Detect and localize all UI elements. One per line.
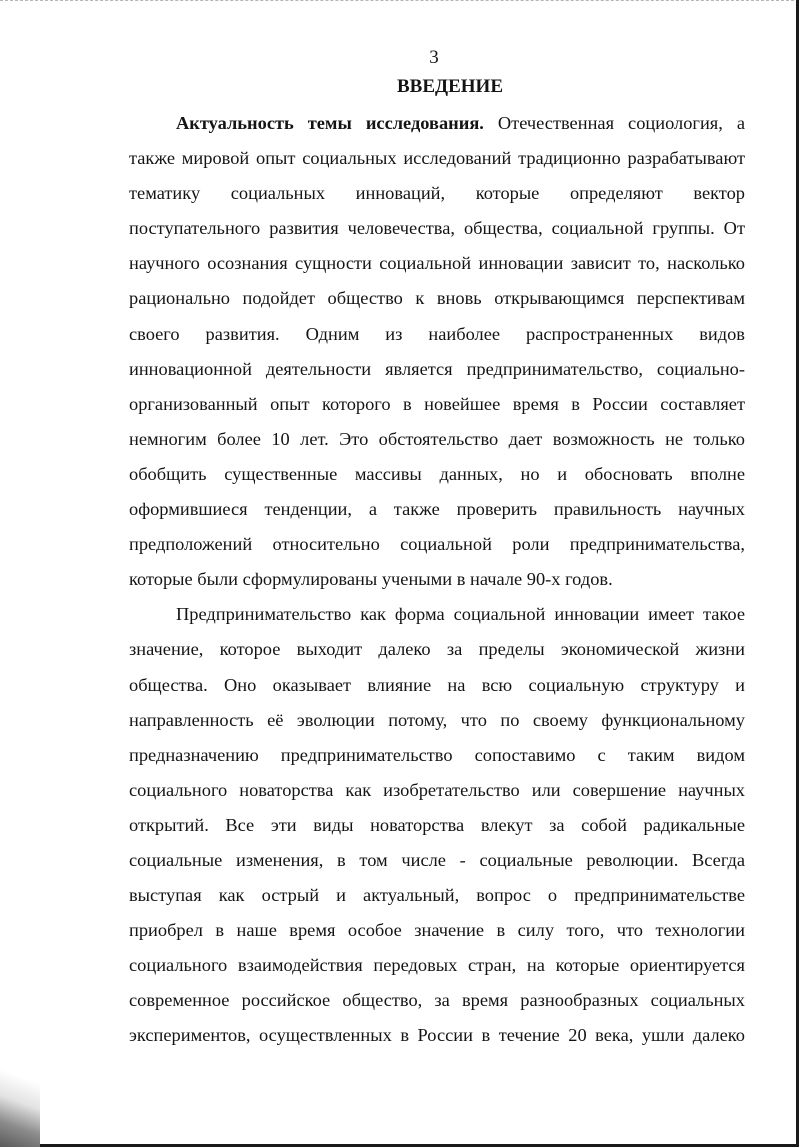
- paragraph-1-line-7: своего развития. Одним из наиболее распространенных видов: [129, 323, 745, 344]
- paragraph-1-line-8: инновационной деятельности является предпринимательство, социально-: [129, 358, 745, 379]
- body-text: [129, 106, 745, 1054]
- paragraph-2-line-10: приобрел в наше время особое значение в силу того, что технологии: [129, 920, 745, 941]
- paragraph-2-line-1: Предпринимательство как форма социальной инновации имеет такое: [176, 604, 745, 625]
- paragraph-2-line-3: общества. Оно оказывает влияние на всю социальную структуру и: [129, 674, 745, 695]
- paragraph-2-line-8: социальные изменения, в том числе - социальные революции. Всегда: [129, 849, 745, 870]
- paragraph-2-line-11: социального взаимодействия передовых стран, на которые ориентируется: [129, 955, 745, 976]
- paragraph-2-line-4: направленность её эволюции потому, что по своему функциональному: [129, 709, 745, 730]
- paragraph-1-line-4: поступательного развития человечества, общества, социальной группы. От: [129, 218, 745, 239]
- paragraph-1-line-10: немногим более 10 лет. Это обстоятельство дает возможность не только: [129, 428, 745, 449]
- paragraph-1-lead: Актуальность темы исследования.: [176, 113, 484, 133]
- paragraph-1-line-14: которые были сформулированы учеными в начале 90-х годов.: [129, 569, 613, 590]
- paragraph-1-line-9: организованный опыт которого в новейшее время в России составляет: [129, 393, 745, 414]
- paragraph-1-line-1: [129, 106, 745, 141]
- paragraph-2-line-6: социального новаторства как изобретательство или совершение научных: [129, 779, 745, 800]
- paragraph-1-line-13: предположений относительно социальной роли предпринимательства,: [129, 534, 745, 555]
- paragraph-1-line-12: оформившиеся тенденции, а также проверить правильность научных: [129, 499, 745, 520]
- section-heading: ВВЕДЕНИЕ: [397, 76, 503, 97]
- paragraph-2-line-5: предназначению предпринимательство сопоставимо с таким видом: [129, 744, 745, 765]
- paragraph-1-line-1-text: Отечественная социология, а: [483, 113, 745, 133]
- paragraph-2-line-9: выступая как острый и актуальный, вопрос о предпринимательстве: [129, 885, 745, 906]
- paragraph-1-line-3: тематику социальных инноваций, которые определяют вектор: [129, 183, 745, 204]
- paragraph-1-line-2: также мировой опыт социальных исследований традиционно разрабатывают: [129, 148, 745, 169]
- scan-corner-shadow: [0, 1057, 40, 1147]
- paragraph-1-line-6: рационально подойдет общество к вновь открывающимся перспективам: [129, 288, 745, 309]
- paragraph-2-line-2: значение, которое выходит далеко за пределы экономической жизни: [129, 639, 745, 660]
- paragraph-2-line-13: экспериментов, осуществленных в России в течение 20 века, ушли далеко: [129, 1025, 745, 1046]
- scan-top-edge: [0, 0, 799, 4]
- page-number: 3: [429, 47, 439, 68]
- paragraph-2-line-7: открытий. Все эти виды новаторства влекут за собой радикальные: [129, 814, 745, 835]
- paragraph-1-line-5: научного осознания сущности социальной инновации зависит то, насколько: [129, 253, 745, 274]
- paragraph-2-line-12: современное российское общество, за время разнообразных социальных: [129, 990, 745, 1011]
- paragraph-1-line-11: обобщить существенные массивы данных, но и обосновать вполне: [129, 463, 745, 484]
